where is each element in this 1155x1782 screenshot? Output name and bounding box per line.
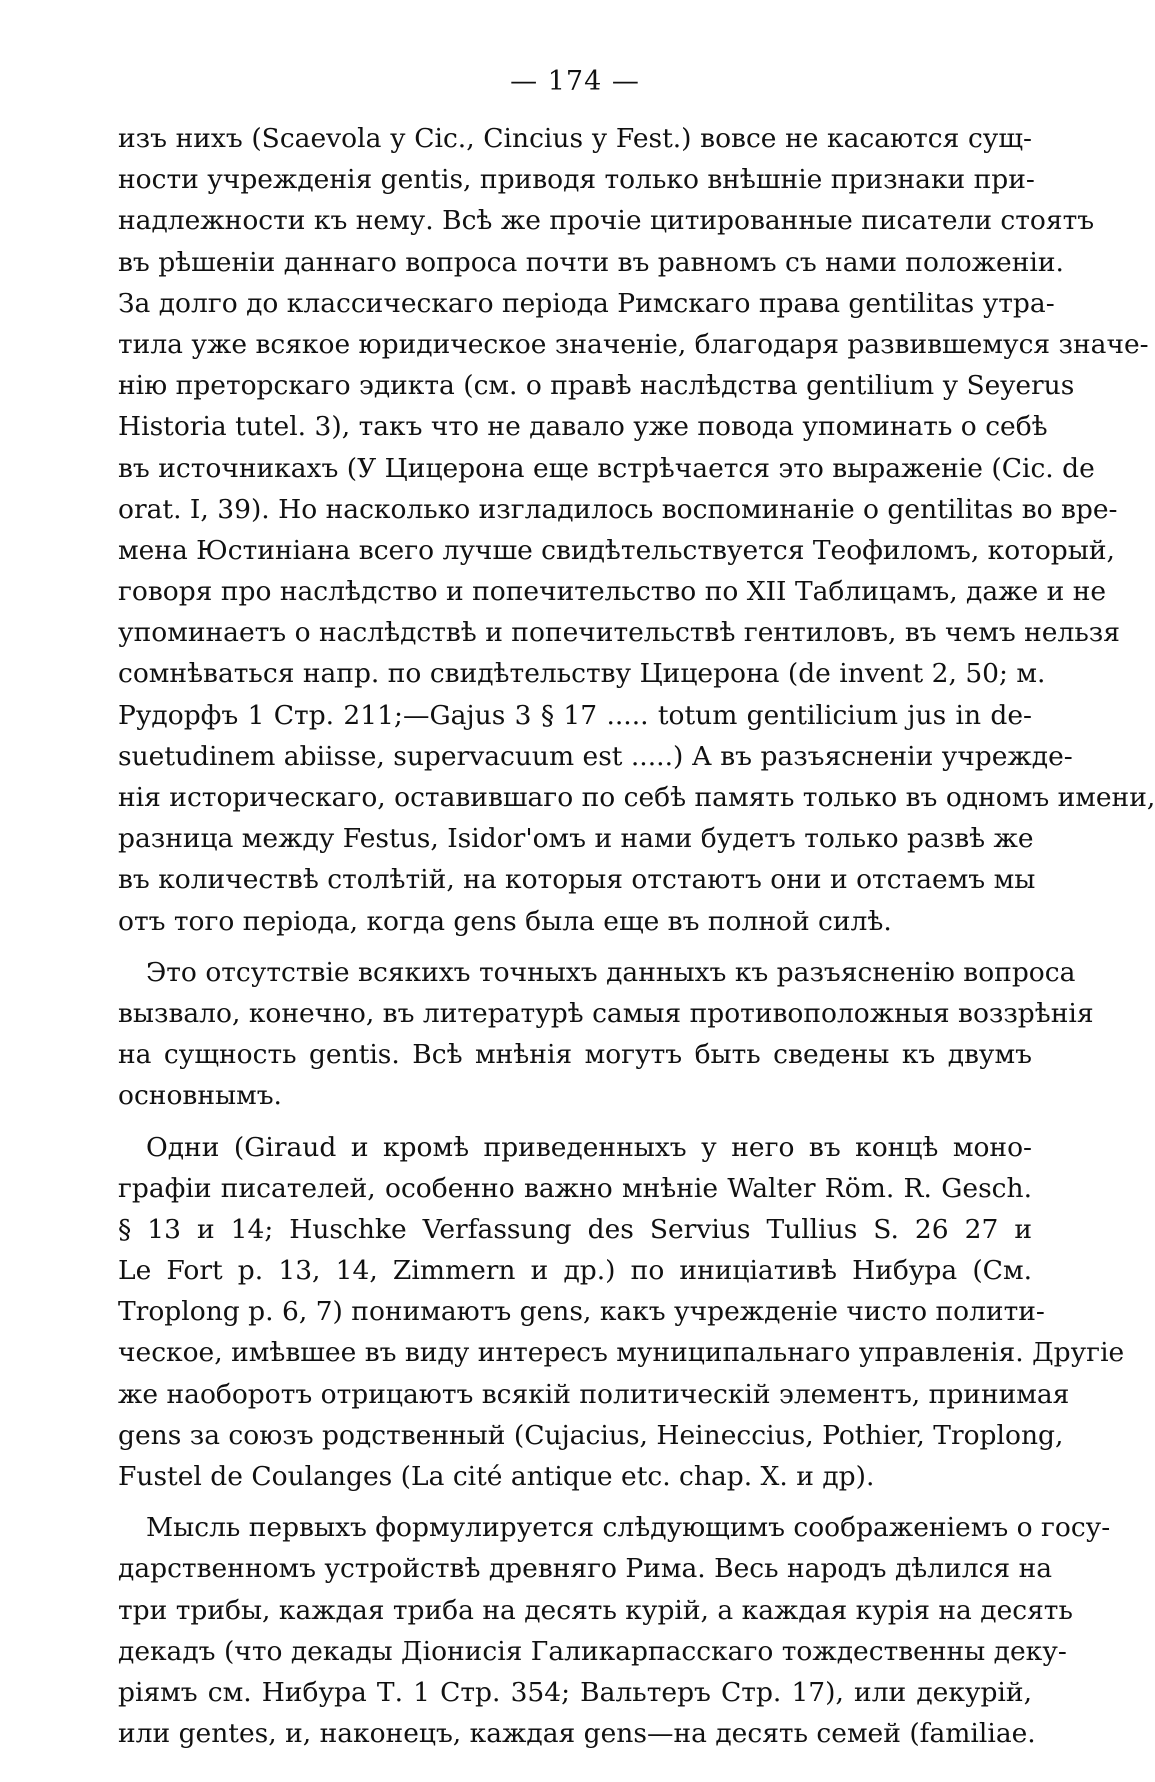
paragraph — [118, 1507, 1111, 1754]
text-line: сомнѣваться напр. по свидѣтельству Цицерона (de invent 2, 50; м. — [118, 658, 1046, 690]
text-line: Le Fort p. 13, 14, Zimmern и др.) по иниціативѣ Нибура (См. — [118, 1255, 1032, 1287]
text-line: ности учрежденія gentis, приводя только внѣшніе признаки при- — [118, 164, 1035, 196]
text-line: Одни (Giraud и кромѣ приведенныхъ у него въ концѣ моно- — [146, 1131, 1032, 1163]
document-page — [118, 64, 1155, 1754]
text-line: мена Юстиніана всего лучше свидѣтельствуется Теофиломъ, который, — [118, 534, 1115, 566]
text-line: декадъ (что декады Діонисія Галикарпасскаго тождественны деку- — [118, 1635, 1067, 1667]
text-line: Мысль первыхъ формулируется слѣдующимъ соображеніемъ о госу- — [146, 1512, 1111, 1544]
text-line: orat. I, 39). Но насколько изгладилось воспоминаніе о gentilitas во вре- — [118, 493, 1118, 525]
text-line: нія историческаго, оставившаго по себѣ память только въ одномъ имени, — [118, 782, 1155, 813]
text-line: Troplong p. 6, 7) понимаютъ gens, какъ учрежденіе чисто полити- — [118, 1296, 1045, 1328]
paragraph — [118, 118, 1155, 942]
text-line: говоря про наслѣдство и попечительство по XII Таблицамъ, даже и не — [118, 576, 1107, 608]
text-line: ріямъ см. Нибура Т. 1 Стр. 354; Вальтеръ Стр. 17), или декурій, — [118, 1676, 1032, 1708]
text-line: на сущность gentis. Всѣ мнѣнія могутъ быть сведены къ двумъ — [118, 1039, 1032, 1071]
text-line: же наоборотъ отрицаютъ всякій политическій элементъ, принимая — [118, 1378, 1070, 1410]
text-line: ческое, имѣвшее въ виду интересъ муниципальнаго управленія. Другіе — [118, 1337, 1125, 1369]
text-line: За долго до классическаго періода Римскаго права gentilitas утра- — [118, 287, 1055, 319]
text-line: Это отсутствіе всякихъ точныхъ данныхъ къ разъясненію вопроса — [146, 956, 1076, 988]
text-line: или gentes, и, наконецъ, каждая gens—на десять семей (familiae. — [118, 1718, 1036, 1750]
text-line: три трибы, каждая триба на десять курій, а каждая курія на десять — [118, 1594, 1073, 1626]
text-line: § 13 и 14; Huschke Verfassung des Servius Tullius S. 26 27 и — [118, 1213, 1032, 1245]
text-line: упоминаетъ о наслѣдствѣ и попечительствѣ гентиловъ, въ чемъ нельзя — [118, 617, 1120, 649]
text-line: графіи писателей, особенно важно мнѣніе Walter Röm. R. Gesch. — [118, 1172, 1032, 1204]
text-line: разница между Festus, Isidor'омъ и нами будетъ только развѣ же — [118, 823, 1034, 855]
text-line: отъ того періода, когда gens была еще въ полной силѣ. — [118, 905, 892, 937]
text-line: Рудорфъ 1 Стр. 211;—Gajus 3 § 17 ..... totum gentilicium jus in de- — [118, 699, 1032, 731]
paragraph — [118, 952, 1094, 1117]
paragraph — [118, 1127, 1125, 1498]
text-line: тила уже всякое юридическое значеніе, благодаря развившемуся значе- — [118, 328, 1149, 360]
text-body — [118, 118, 1155, 1754]
text-line: Fustel de Coulanges (La cité antique etc. chap. X. и др). — [118, 1461, 875, 1492]
text-line: въ рѣшеніи даннаго вопроса почти въ равномъ съ нами положеніи. — [118, 246, 1064, 278]
text-line: gens за союзъ родственный (Cujacius, Heineccius, Pothier, Troplong, — [118, 1419, 1064, 1451]
text-line: нію преторскаго эдикта (см. о правѣ наслѣдства gentilium у Seyerus — [118, 370, 1075, 402]
text-line: Historia tutel. 3), такъ что не давало уже повода упоминать о себѣ — [118, 411, 1048, 443]
text-line: изъ нихъ (Scaevola у Cic., Cincius у Fest.) вовсе не касаются сущ- — [118, 123, 1032, 154]
text-line: надлежности къ нему. Всѣ же прочіе цитированные писатели стоятъ — [118, 205, 1095, 237]
text-line: вызвало, конечно, въ литературѣ самыя противоположныя воззрѣнія — [118, 997, 1094, 1029]
text-line: въ источникахъ (У Цицерона еще встрѣчается это выраженіе (Cic. de — [118, 452, 1095, 484]
text-line: основнымъ. — [118, 1080, 282, 1112]
text-line: въ количествѣ столѣтій, на которыя отстаютъ они и отстаемъ мы — [118, 864, 1036, 896]
text-line: дарственномъ устройствѣ древняго Рима. Весь народъ дѣлился на — [118, 1553, 1053, 1585]
page-number: — 174 — — [510, 66, 640, 97]
text-line: suetudinem abiisse, supervacuum est .....) А въ разъясненіи учрежде- — [118, 740, 1073, 772]
